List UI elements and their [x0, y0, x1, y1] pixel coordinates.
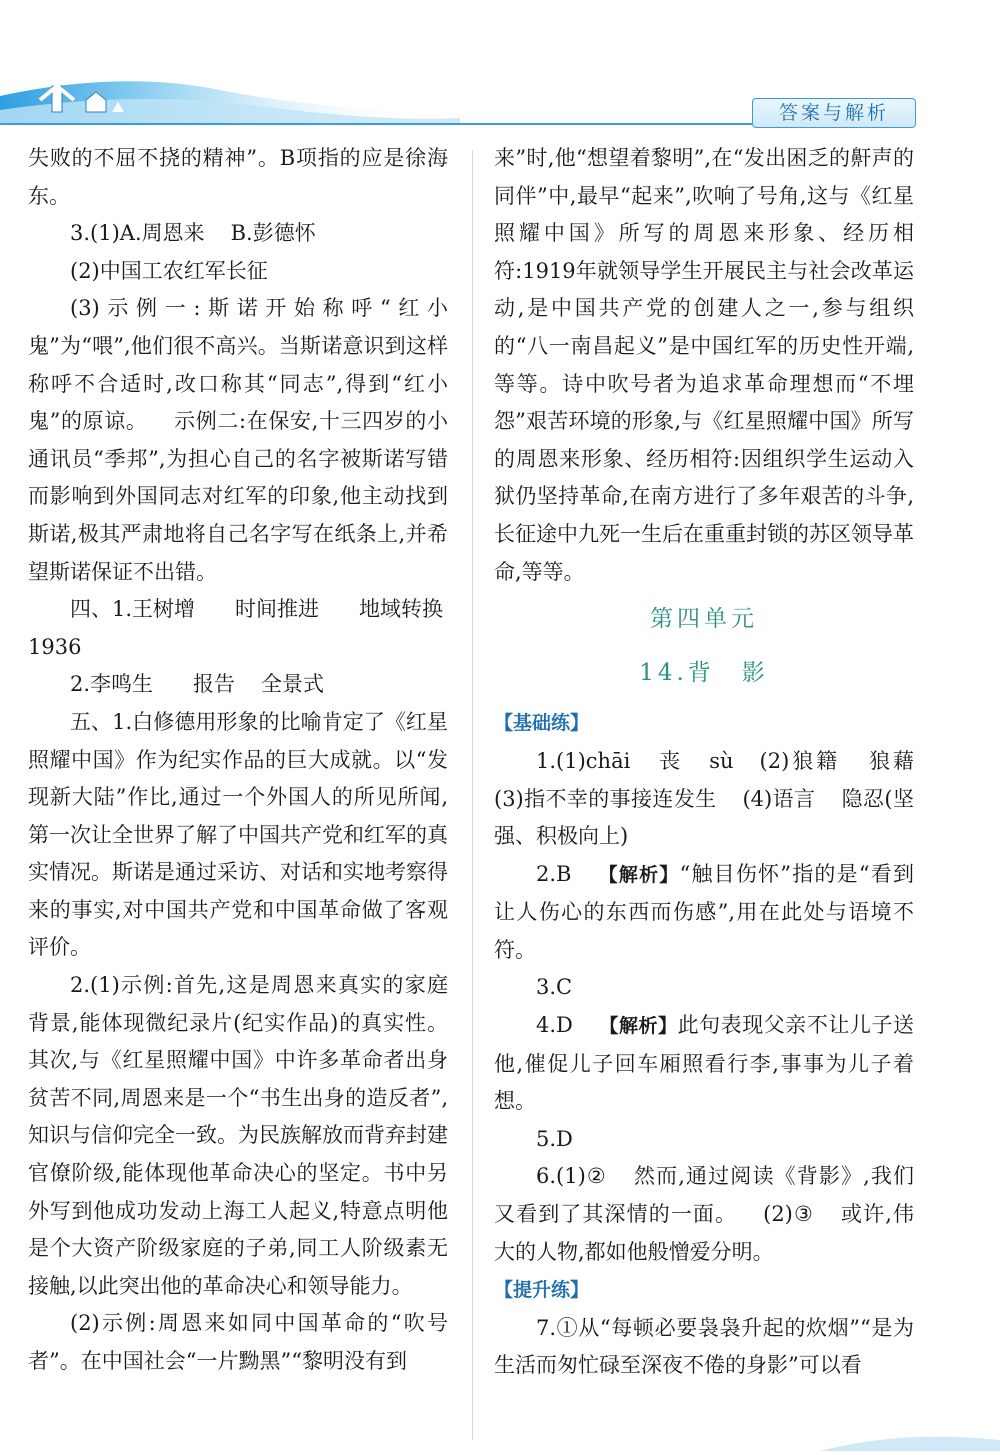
answer-paragraph: 五、1.白修德用形象的比喻肯定了《红星照耀中国》作为纪实作品的巨大成就。以“发现新大陆”作比,通过一个外国人的所见所闻,第一次让全世界了解了中国共产党和红军的真实情况。斯诺是通过采访、对话和实地考察得来的事实,对中国共产党和中国革命做了客观评价。	[28, 709, 448, 960]
header-section-tag: 答案与解析	[752, 98, 916, 128]
answer-paragraph: (2)示例:周恩来如同中国革命的“吹号者”。在中国社会“一片黝黑”“黎明没有到	[28, 1311, 448, 1373]
page-footer	[0, 1420, 1000, 1451]
paragraph: 失败的不屈不挠的精神”。B项指的应是徐海东。	[28, 146, 448, 208]
answer-paragraph: 7.①从“每顿必要袅袅升起的炊烟”“是为生活而匆忙碌至深夜不倦的身影”可以看	[494, 1315, 914, 1378]
answer-paragraph: 4.D 【解析】此句表现父亲不让儿子送他,催促儿子回车厢照看行李,事事为儿子着想。	[494, 1013, 914, 1114]
answer-paragraph: 2.(1)示例:首先,这是周恩来真实的家庭背景,能体现微纪录片(纪实作品)的真实性。其次,与《红星照耀中国》中许多革命者出身贫苦不同,周恩来是一个“书生出身的造反者”,知识与信仰完全一致。为民族解放而背弃封建官僚阶级,能体现他革命决心的坚定。书中另外写到他成功发动上海工人起义,特意点明他是个大资产阶级家庭的子弟,同工人阶级素无接触,以此突出他的革命决心和领导能力。	[28, 973, 448, 1298]
answer-paragraph: 6.(1)② 然而,通过阅读《背影》,我们又看到了其深情的一面。 (2)③ 或许,伟大的人物,都如他般憎爱分明。	[494, 1164, 915, 1264]
left-column	[28, 140, 448, 1381]
answer-line: 四、1.王树增 时间推进 地域转换	[70, 597, 444, 622]
right-column	[494, 140, 914, 1385]
unit-title: 第四单元	[650, 606, 758, 633]
section-heading: 【基础练】	[494, 712, 590, 735]
answer-paragraph: 2.B 【解析】“触目伤怀”指的是“看到让人伤心的东西而伤感”,用在此处与语境不符。	[494, 861, 914, 962]
answer-line: 5.D	[536, 1126, 573, 1151]
paragraph: 来”时,他“想望着黎明”,在“发出困乏的鼾声的同伴”中,最早“起来”,吹响了号角,这与《红星照耀中国》所写的周恩来形象、经历相符:1919年就领导学生开展民主与社会改革运动,是中国共产党的创建人之一,参与组织的“八一南昌起义”是中国红军的历史性开端,等等。诗中吹号者为追求革命理想而“不埋怨”艰苦环境的形象,与《红星照耀中国》所写的周恩来形象、经历相符:因组织学生运动入狱仍坚持革命,在南方进行了多年艰苦的斗争,长征途中九死一生后在重重封锁的苏区领导革命,等等。	[494, 146, 914, 584]
answer-line: 1936	[28, 634, 82, 659]
answer-line: 2.李鸣生 报告 全景式	[70, 672, 325, 697]
answer-line: (2)中国工农红军长征	[70, 258, 268, 283]
section-heading: 【提升练】	[494, 1279, 590, 1302]
lesson-title: 14.背 影	[639, 659, 769, 686]
answer-line: 3.C	[536, 975, 573, 1000]
column-divider	[472, 150, 473, 1440]
footer-decoration	[0, 1420, 1000, 1451]
page-header	[0, 0, 1000, 135]
answer-paragraph: (3)示例一:斯诺开始称呼“红小鬼”为“喂”,他们很不高兴。当斯诺意识到这样称呼不合适时,改口称其“同志”,得到“红小鬼”的原谅。 示例二:在保安,十三四岁的小通讯员“季邦”,为担心自己的名字被斯诺写错而影响到外国同志对红军的印象,他主动找到斯诺,极其严肃地将自己名字写在纸条上,并希望斯诺保证不出错。	[28, 296, 448, 584]
answer-paragraph: 1.(1)chāi 丧 sù (2)狼籍 狼藉 (3)指不幸的事接连发生 (4)语言 隐忍(坚强、积极向上)	[494, 748, 915, 849]
answer-line: 3.(1)A.周恩来 B.彭德怀	[70, 221, 316, 246]
